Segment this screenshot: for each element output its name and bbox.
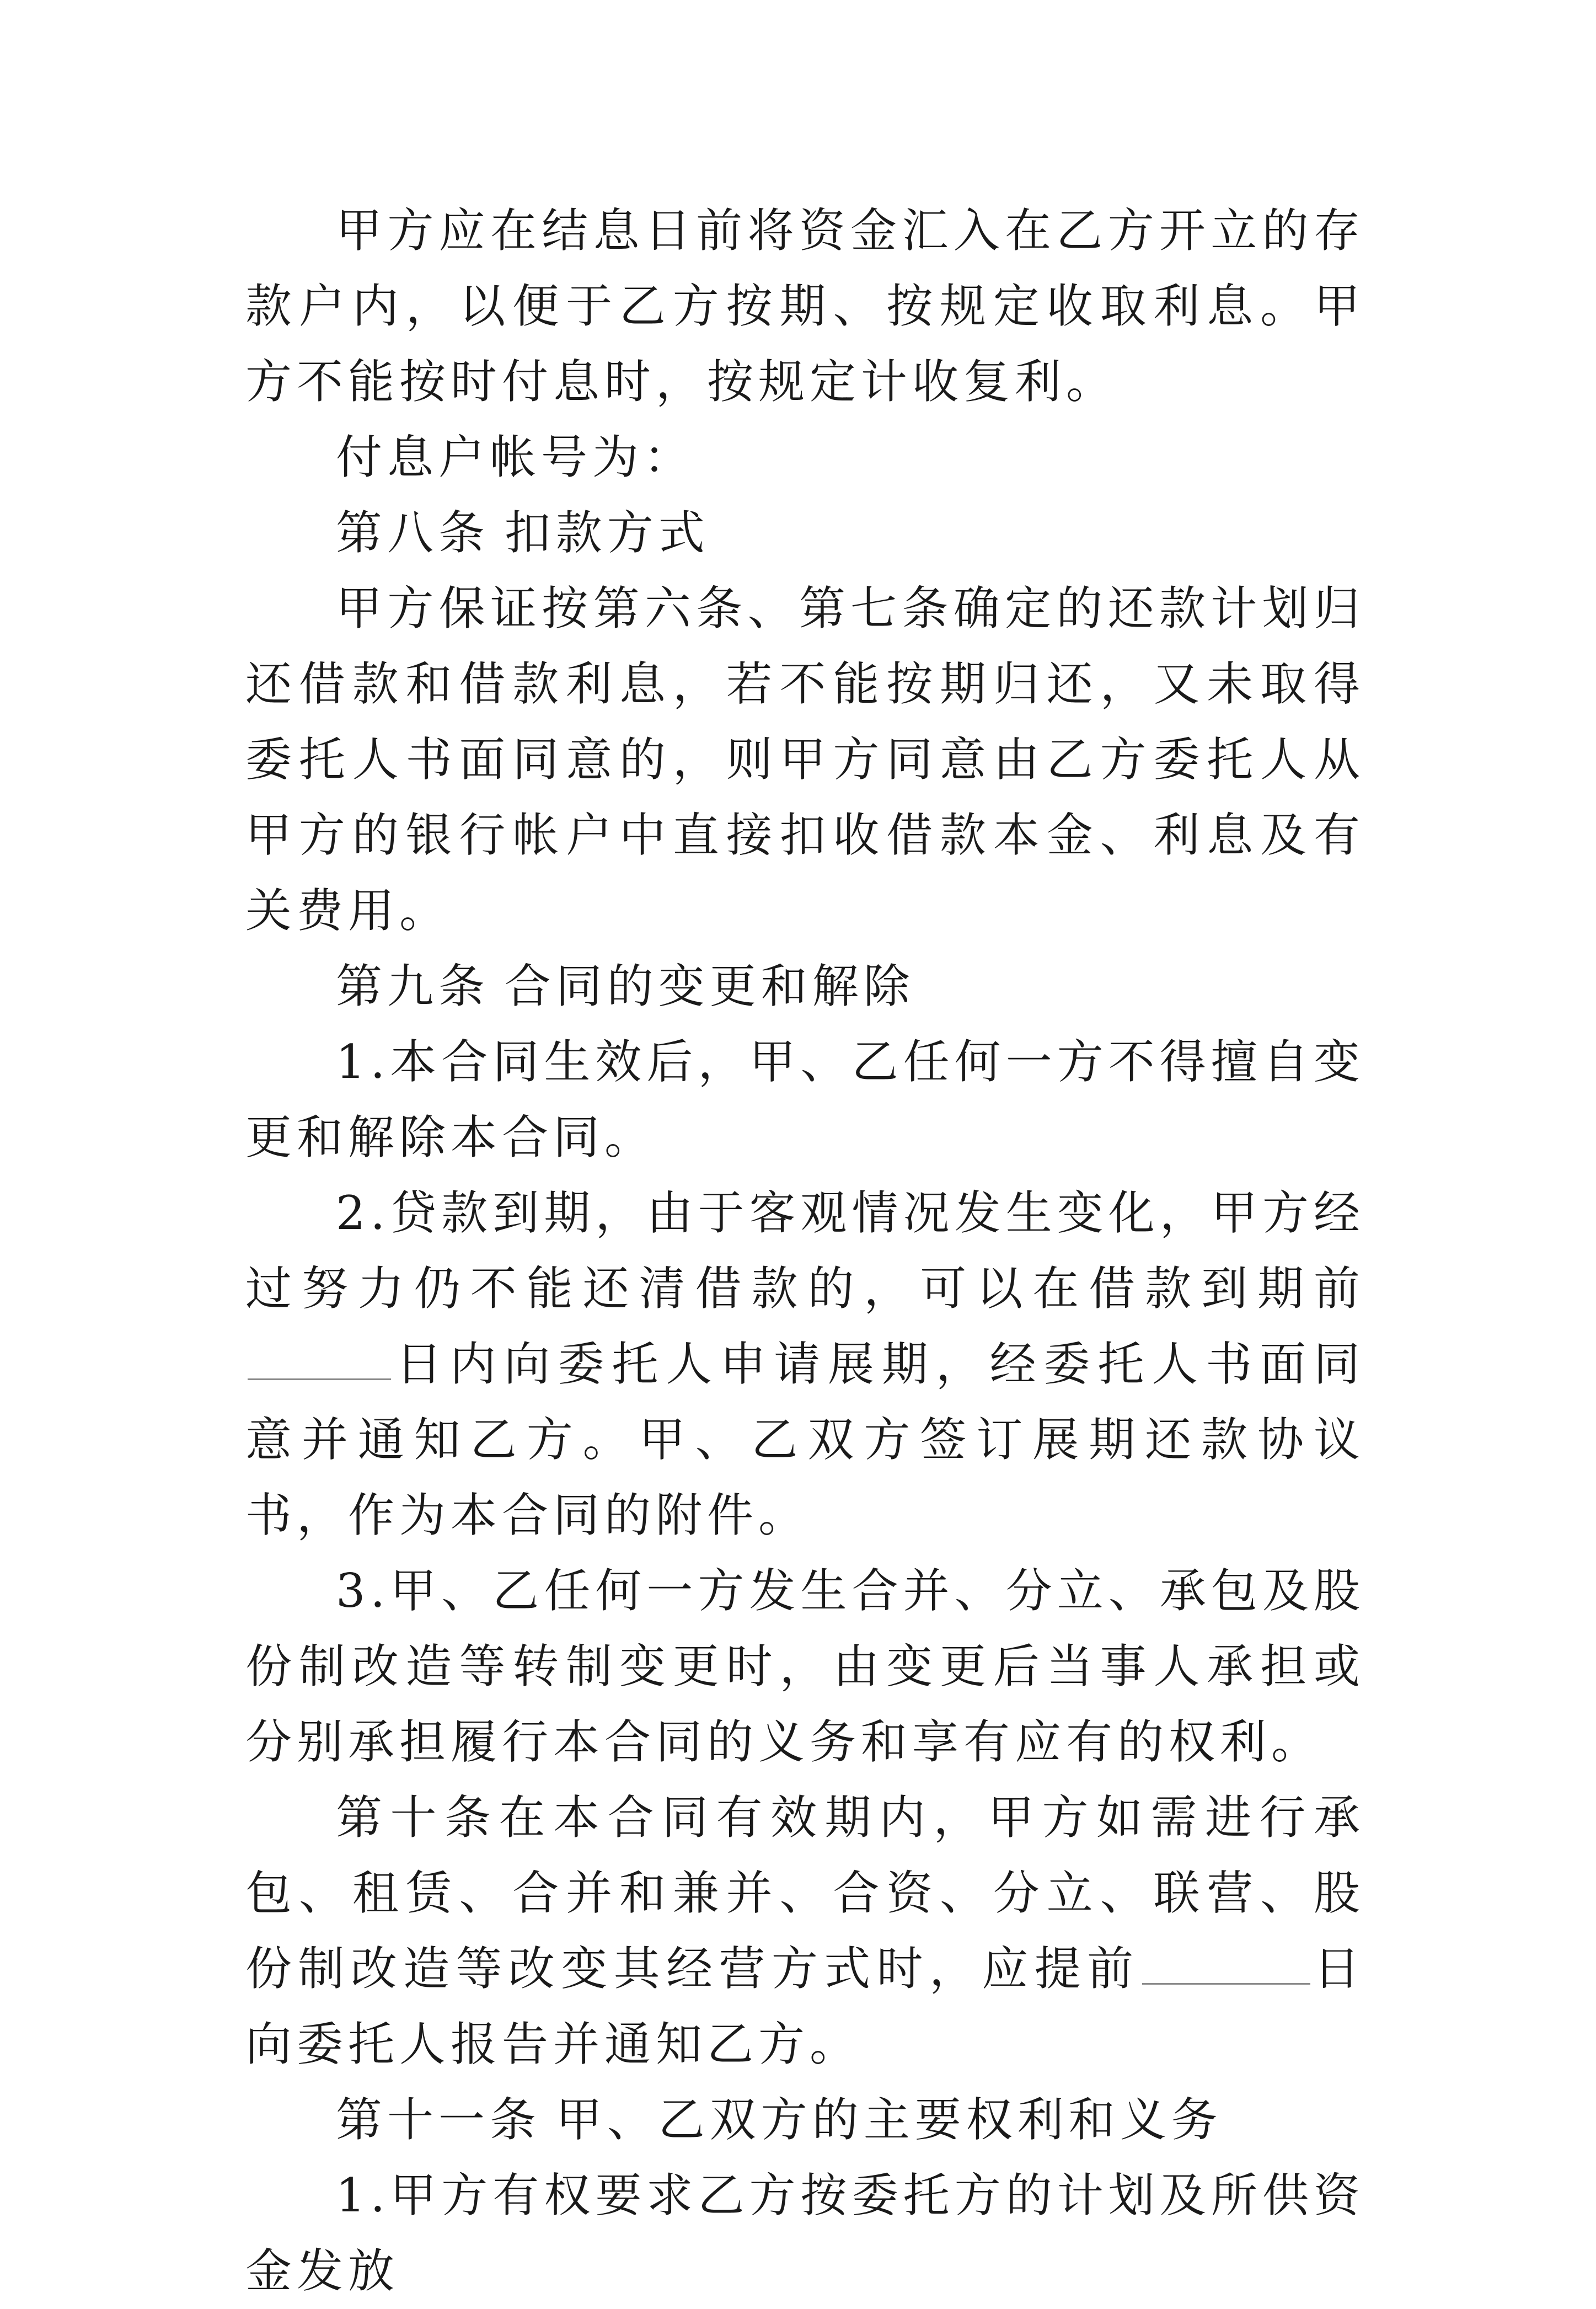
blank-days-field — [248, 1335, 391, 1380]
heading-article-9-number: 第九条 — [336, 959, 490, 1013]
heading-article-9 — [245, 949, 1365, 1024]
heading-article-11-title: 甲、乙双方的主要权利和义务 — [555, 2093, 1223, 2147]
article-10-text-after: 日向委托人报告并通知乙方。 — [245, 1942, 1365, 2071]
clause-11-1: 1.甲方有权要求乙方按委托方的计划及所供资金发放 — [245, 2168, 1365, 2298]
paragraph-interest-account: 付息户帐号为： — [336, 430, 695, 484]
clause-9-2-text-after: 日内向委托人申请展期，经委托人书面同意并通知乙方。甲、乙双方签订展期还款协议书，作为本合同的附件。 — [245, 1337, 1365, 1542]
paragraph-interest-remittance: 甲方应在结息日前将资金汇入在乙方开立的存款户内，以便于乙方按期、按规定收取利息。甲方不能按时付息时，按规定计收复利。 — [245, 204, 1365, 409]
paragraph-deduction-method: 甲方保证按第六条、第七条确定的还款计划归还借款和借款利息，若不能按期归还，又未取得委托人书面同意的，则甲方同意由乙方委托人从甲方的银行帐户中直接扣收借款本金、利息及有关费用。 — [245, 581, 1365, 938]
clause-9-1: 1.本合同生效后，甲、乙任何一方不得擅自变更和解除本合同。 — [245, 1035, 1365, 1164]
heading-article-9-title: 合同的变更和解除 — [504, 959, 915, 1013]
heading-article-8-number: 第八条 — [336, 506, 490, 560]
heading-article-11 — [245, 2082, 1365, 2158]
clause-9-2 — [245, 1175, 1365, 1553]
blank-notice-days-field — [1142, 1940, 1310, 1985]
document-body — [245, 193, 1365, 2309]
heading-article-11-number: 第十一条 — [336, 2093, 542, 2147]
clause-9-3: 3.甲、乙任何一方发生合并、分立、承包及股份制改造等转制变更时，由变更后当事人承担或分别承担履行本合同的义务和享有应有的权利。 — [245, 1564, 1365, 1769]
clause-9-2-text-before: 2.贷款到期，由于客观情况发生变化，甲方经过努力仍不能还清借款的，可以在借款到期前 — [245, 1186, 1365, 1316]
heading-article-8 — [245, 495, 1365, 571]
article-10-text-before: 第十条在本合同有效期内，甲方如需进行承包、租赁、合并和兼并、合资、分立、联营、股份制改造等改变其经营方式时，应提前 — [245, 1790, 1365, 1996]
paragraph-article-10 — [245, 1780, 1365, 2082]
heading-article-8-title: 扣款方式 — [504, 506, 710, 560]
